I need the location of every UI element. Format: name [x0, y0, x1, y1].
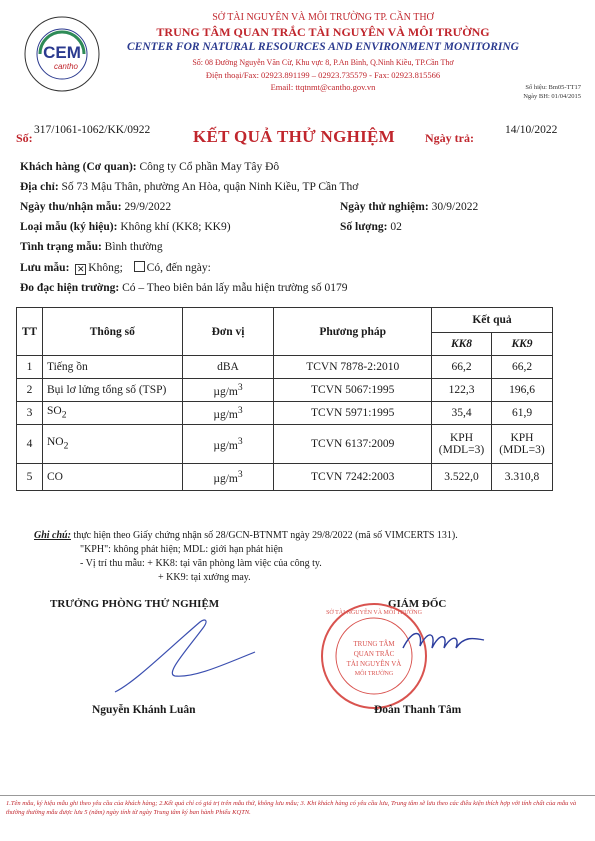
row-kk8: 122,3	[432, 379, 492, 402]
notes-line4: + KK9: tại xưởng may.	[158, 572, 251, 583]
row-unit: $\mu g/m^3$	[182, 464, 274, 491]
row-unit: $\mu g/m^3$	[182, 402, 274, 425]
status-value: Bình thường	[104, 241, 163, 253]
keep-row	[20, 261, 211, 275]
right-sign-title: GIÁM ĐỐC	[388, 598, 447, 610]
header-kk9: KK9	[492, 333, 553, 356]
row-tt: 3	[17, 402, 43, 425]
type-row	[20, 221, 231, 233]
row-kk9: 66,2	[492, 356, 553, 379]
table-row	[17, 464, 553, 491]
header-address: Số: 08 Đường Nguyễn Văn Cừ, Khu vực 8, P.An Bình, Q.Ninh Kiều, TP.Cần Thơ	[192, 58, 454, 67]
status-label: Tình trạng mẫu:	[20, 241, 102, 253]
field-row	[20, 282, 348, 294]
left-signature	[105, 612, 265, 707]
customer-label: Khách hàng (Cơ quan):	[20, 161, 137, 173]
customer-value: Công ty Cổ phần May Tây Đô	[139, 161, 280, 173]
table-header-row	[17, 308, 553, 333]
row-param: $NO_2$	[42, 425, 182, 464]
row-kk9: 196,6	[492, 379, 553, 402]
row-kk9: 3.310,8	[492, 464, 553, 491]
field-value: Có – Theo biên bản lấy mẫu hiện trường số 0179	[122, 282, 348, 294]
return-date: 14/10/2022	[505, 124, 558, 136]
logo-sub: cantho	[53, 62, 79, 71]
right-sign-name: Đoàn Thanh Tâm	[374, 704, 462, 716]
form-date: Ngày BH: 01/04/2015	[523, 93, 581, 100]
svg-text:MÔI TRƯỜNG: MÔI TRƯỜNG	[354, 671, 394, 677]
header-phone: Điện thoại/Fax: 02923.891199 – 02923.735579 - Fax: 02923.815566	[205, 70, 441, 80]
right-signature	[398, 618, 488, 668]
row-tt: 1	[17, 356, 43, 379]
table-row	[17, 402, 553, 425]
customer-row	[20, 161, 279, 173]
header-result: Kết quả	[432, 308, 553, 333]
header-center-vn: TRUNG TÂM QUAN TRẮC TÀI NGUYÊN VÀ MÔI TRƯỜNG	[156, 25, 490, 39]
keep-no-checkbox: ✕	[77, 264, 85, 274]
results-table	[16, 307, 553, 491]
page-title: KẾT QUẢ THỬ NGHIỆM	[193, 127, 396, 146]
doc-number: 317/1061-1062/KK/0922	[34, 124, 151, 136]
table-row	[17, 379, 553, 402]
row-param: CO	[42, 464, 182, 491]
address-value: Số 73 Mậu Thân, phường An Hòa, quận Ninh Kiều, TP Cần Thơ	[61, 181, 359, 193]
row-method: TCVN 5067:1995	[274, 379, 432, 402]
type-value: Không khí (KK8; KK9)	[120, 221, 231, 233]
svg-text:TRUNG TÂM: TRUNG TÂM	[353, 640, 395, 648]
table-row	[17, 356, 553, 379]
test-label: Ngày thử nghiệm:	[340, 201, 429, 213]
receive-row	[20, 201, 171, 213]
left-sign-name: Nguyễn Khánh Luân	[92, 704, 196, 716]
row-param: $SO_2$	[42, 402, 182, 425]
qty-label: Số lượng:	[340, 221, 388, 233]
header-unit: Đơn vị	[182, 308, 274, 356]
header-tt: TT	[17, 308, 43, 356]
header-email: Email: ttqtnmt@cantho.gov.vn	[270, 82, 376, 92]
qty-value: 02	[390, 221, 402, 233]
svg-text:QUAN TRẮC: QUAN TRẮC	[353, 650, 395, 658]
test-row	[340, 201, 478, 213]
row-kk9: KPH (MDL=3)	[492, 425, 553, 464]
row-kk9: 61,9	[492, 402, 553, 425]
row-kk8: 35,4	[432, 402, 492, 425]
row-tt: 5	[17, 464, 43, 491]
keep-label: Lưu mẫu:	[20, 262, 70, 274]
header-center-en: CENTER FOR NATURAL RESOURCES AND ENVIRONMENT MONITORING	[127, 41, 519, 53]
row-method: TCVN 7242:2003	[274, 464, 432, 491]
svg-text:TÀI NGUYÊN VÀ: TÀI NGUYÊN VÀ	[346, 660, 402, 668]
cem-logo	[22, 14, 102, 94]
keep-no-label: Không;	[88, 262, 123, 274]
row-kk8: 3.522,0	[432, 464, 492, 491]
notes-label: Ghi chú:	[34, 530, 71, 541]
doc-number-label: Số:	[16, 131, 33, 145]
header-dept: SỞ TÀI NGUYÊN VÀ MÔI TRƯỜNG TP. CẦN THƠ	[212, 12, 434, 23]
table-row	[17, 425, 553, 464]
receive-value: 29/9/2022	[124, 201, 172, 213]
left-sign-title: TRƯỞNG PHÒNG THỬ NGHIỆM	[50, 598, 220, 610]
type-label: Loại mẫu (ký hiệu):	[20, 221, 118, 233]
test-value: 30/9/2022	[431, 201, 479, 213]
notes-line1: Ghi chú: thực hiện theo Giấy chứng nhận số 28/GCN-BTNMT ngày 29/8/2022 (mã số VIMCERTS 131).	[34, 530, 458, 541]
form-code: Số hiệu: Bm05-TT17	[525, 84, 581, 91]
row-kk8: 66,2	[432, 356, 492, 379]
keep-yes-checkbox	[134, 261, 145, 272]
row-method: TCVN 7878-2:2010	[274, 356, 432, 379]
logo-text: CEM	[43, 43, 81, 62]
row-unit: $\mu g/m^3$	[182, 379, 274, 402]
return-date-label: Ngày trả:	[425, 131, 474, 145]
keep-yes-label: Có, đến ngày:	[146, 262, 211, 274]
address-label: Địa chỉ:	[20, 181, 59, 193]
row-tt: 4	[17, 425, 43, 464]
address-row	[20, 181, 358, 193]
page-footer: 1.Tên mẫu, ký hiệu mẫu ghi theo yêu cầu của khách hàng; 2.Kết quả chỉ có giá trị trên mẫu thử, không lưu mẫu; 3. Khi khách hàng có yêu cầu lưu, Trung tâm sẽ lưu theo các điều kiện thích hợp với tính chất của mẫu và thường thường mẫu được lưu 5 (năm) ngày tính từ ngày Trung tâm ký ban hành Phiếu KQTN.	[0, 795, 595, 818]
notes-line3: - Vị trí thu mẫu: + KK8: tại văn phòng làm việc của công ty.	[80, 558, 322, 569]
row-method: TCVN 5971:1995	[274, 402, 432, 425]
status-row	[20, 241, 163, 253]
row-param: Tiếng ồn	[42, 356, 182, 379]
row-kk8: KPH (MDL=3)	[432, 425, 492, 464]
svg-text:SỞ TÀI NGUYÊN VÀ MÔI TRƯỜNG: SỞ TÀI NGUYÊN VÀ MÔI TRƯỜNG	[326, 610, 422, 616]
header-method: Phương pháp	[274, 308, 432, 356]
row-param: Bụi lơ lửng tổng số (TSP)	[42, 379, 182, 402]
row-unit: dBA	[182, 356, 274, 379]
notes-line2: "KPH": không phát hiện; MDL: giới hạn phát hiện	[80, 544, 283, 555]
header-kk8: KK8	[432, 333, 492, 356]
receive-label: Ngày thu/nhận mẫu:	[20, 201, 122, 213]
qty-row	[340, 221, 402, 233]
row-method: TCVN 6137:2009	[274, 425, 432, 464]
field-label: Đo đạc hiện trường:	[20, 282, 120, 294]
row-tt: 2	[17, 379, 43, 402]
header-param: Thông số	[42, 308, 182, 356]
row-unit: $\mu g/m^3$	[182, 425, 274, 464]
